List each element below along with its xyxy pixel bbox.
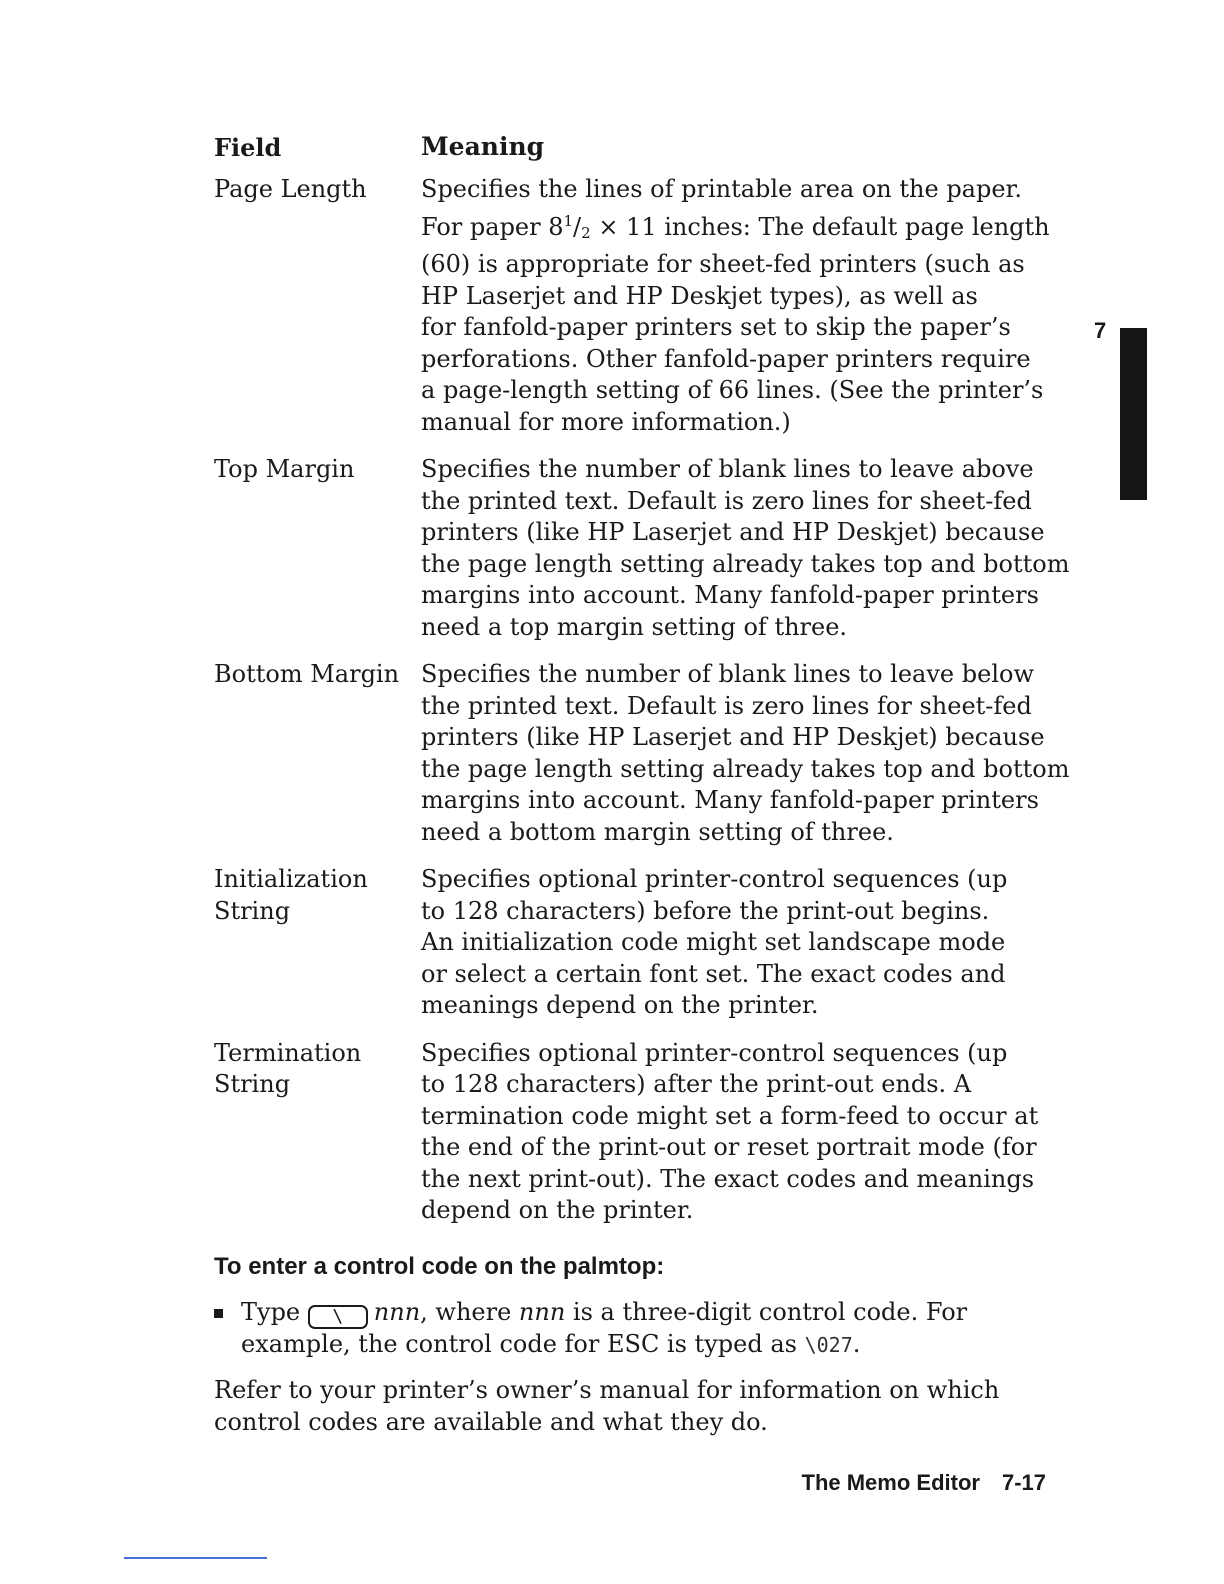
- meaning-line: need a top margin setting of three.: [421, 612, 848, 641]
- meaning-line: the page length setting already takes top and bottom: [421, 549, 1070, 578]
- meaning-line: the printed text. Default is zero lines for sheet-fed: [421, 486, 1032, 515]
- footer-section-title: The Memo Editor: [801, 1470, 980, 1495]
- table-row: [214, 1038, 1074, 1227]
- meaning-line: Specifies optional printer-control sequences (up: [421, 1038, 1008, 1067]
- field-name: [214, 174, 421, 438]
- procedure-heading: To enter a control code on the palmtop:: [214, 1253, 665, 1280]
- meaning-line: the next print-out). The exact codes and meanings: [421, 1164, 1035, 1193]
- meaning-line: a page-length setting of 66 lines. (See the printer’s: [421, 376, 1044, 404]
- field-name: [214, 864, 421, 1022]
- meaning-line: manual for more information.): [421, 407, 791, 436]
- meaning-line: for fanfold-paper printers set to skip the paper’s: [421, 313, 1011, 341]
- table-row: [214, 174, 1074, 438]
- table-row: [214, 659, 1074, 848]
- bullet-line-1: Type \ nnn, where nnn is a three-digit control code. For: [241, 1298, 968, 1327]
- fraction-slash: /: [573, 212, 582, 241]
- meaning-line: (60) is appropriate for sheet-fed printers (such as: [421, 250, 1025, 278]
- table-body: [214, 174, 1074, 1227]
- fraction-after: × 11 inches: The default page length: [590, 212, 1050, 241]
- chapter-tab-marker: [1120, 328, 1147, 500]
- paragraph-line: Refer to your printer’s owner’s manual for information on which: [214, 1376, 1000, 1404]
- reference-paragraph: [214, 1375, 999, 1438]
- field-meaning: [421, 659, 1071, 848]
- field-meaning: [421, 454, 1071, 643]
- meaning-line: Specifies the lines of printable area on the paper.: [421, 175, 1023, 203]
- meaning-line: HP Laserjet and HP Deskjet types), as well as: [421, 281, 978, 310]
- fraction-sub: 2: [581, 223, 591, 242]
- meaning-line: to 128 characters) after the print-out ends. A: [421, 1070, 972, 1098]
- page-number: 7-17: [1001, 1470, 1046, 1495]
- paragraph-line: control codes are available and what they do.: [214, 1407, 768, 1436]
- meaning-line: printers (like HP Laserjet and HP Deskjet) because: [421, 518, 1045, 546]
- meaning-line: to 128 characters) before the print-out begins.: [421, 896, 990, 925]
- field-name-line: String: [214, 896, 291, 925]
- table-header: [214, 132, 1074, 174]
- field-name-line: String: [214, 1070, 291, 1098]
- chapter-tab-number: 7: [1094, 318, 1107, 343]
- meaning-line: margins into account. Many fanfold-paper printers: [421, 786, 1039, 814]
- page-footer: [802, 1470, 1047, 1496]
- field-name: [214, 454, 421, 643]
- meaning-line: [421, 206, 1071, 250]
- esc-control-code: \027: [804, 1333, 853, 1357]
- table-row: [214, 864, 1074, 1022]
- field-meaning: [421, 1038, 1071, 1227]
- meaning-line: margins into account. Many fanfold-paper printers: [421, 581, 1039, 609]
- meaning-line: Specifies the number of blank lines to leave above: [421, 455, 1034, 483]
- meaning-line: An initialization code might set landscape mode: [421, 928, 1006, 956]
- field-name: [214, 1038, 421, 1227]
- meaning-line: perforations. Other fanfold-paper printers require: [421, 344, 1031, 373]
- field-meaning-table: [214, 132, 1074, 1243]
- bullet-line-2: example, the control code for ESC is typed as \027.: [241, 1330, 861, 1358]
- bullet-square-icon: [214, 1309, 223, 1318]
- meaning-line: need a bottom margin setting of three.: [421, 817, 894, 846]
- meaning-column-header: Meaning: [421, 132, 545, 161]
- field-column-header: Field: [214, 133, 282, 162]
- field-name-line: Termination: [214, 1038, 362, 1067]
- fraction-before: For paper 8: [421, 212, 564, 241]
- meaning-line: Specifies the number of blank lines to leave below: [421, 660, 1034, 688]
- meaning-line: Specifies optional printer-control sequences (up: [421, 865, 1008, 893]
- meaning-line: termination code might set a form-feed to occur at: [421, 1101, 1039, 1130]
- meaning-line: the page length setting already takes top and bottom: [421, 754, 1070, 783]
- meaning-line: the printed text. Default is zero lines for sheet-fed: [421, 691, 1032, 720]
- table-row: [214, 454, 1074, 643]
- meaning-line: or select a certain font set. The exact codes and: [421, 959, 1006, 988]
- meaning-line: meanings depend on the printer.: [421, 991, 819, 1019]
- meaning-line: the end of the print-out or reset portrait mode (for: [421, 1133, 1037, 1161]
- meaning-line: printers (like HP Laserjet and HP Deskjet) because: [421, 723, 1045, 751]
- field-name: [214, 659, 421, 848]
- backslash-key-icon: \: [308, 1305, 368, 1329]
- meaning-line: depend on the printer.: [421, 1196, 694, 1224]
- field-meaning: [421, 174, 1071, 438]
- field-meaning: [421, 864, 1071, 1022]
- field-name-line: Initialization: [214, 865, 368, 893]
- fraction-sup: 1: [563, 211, 574, 230]
- field-name-line: Bottom Margin: [214, 660, 400, 688]
- field-name-line: Page Length: [214, 175, 367, 203]
- field-name-line: Top Margin: [214, 455, 355, 483]
- bottom-rule: [124, 1557, 267, 1559]
